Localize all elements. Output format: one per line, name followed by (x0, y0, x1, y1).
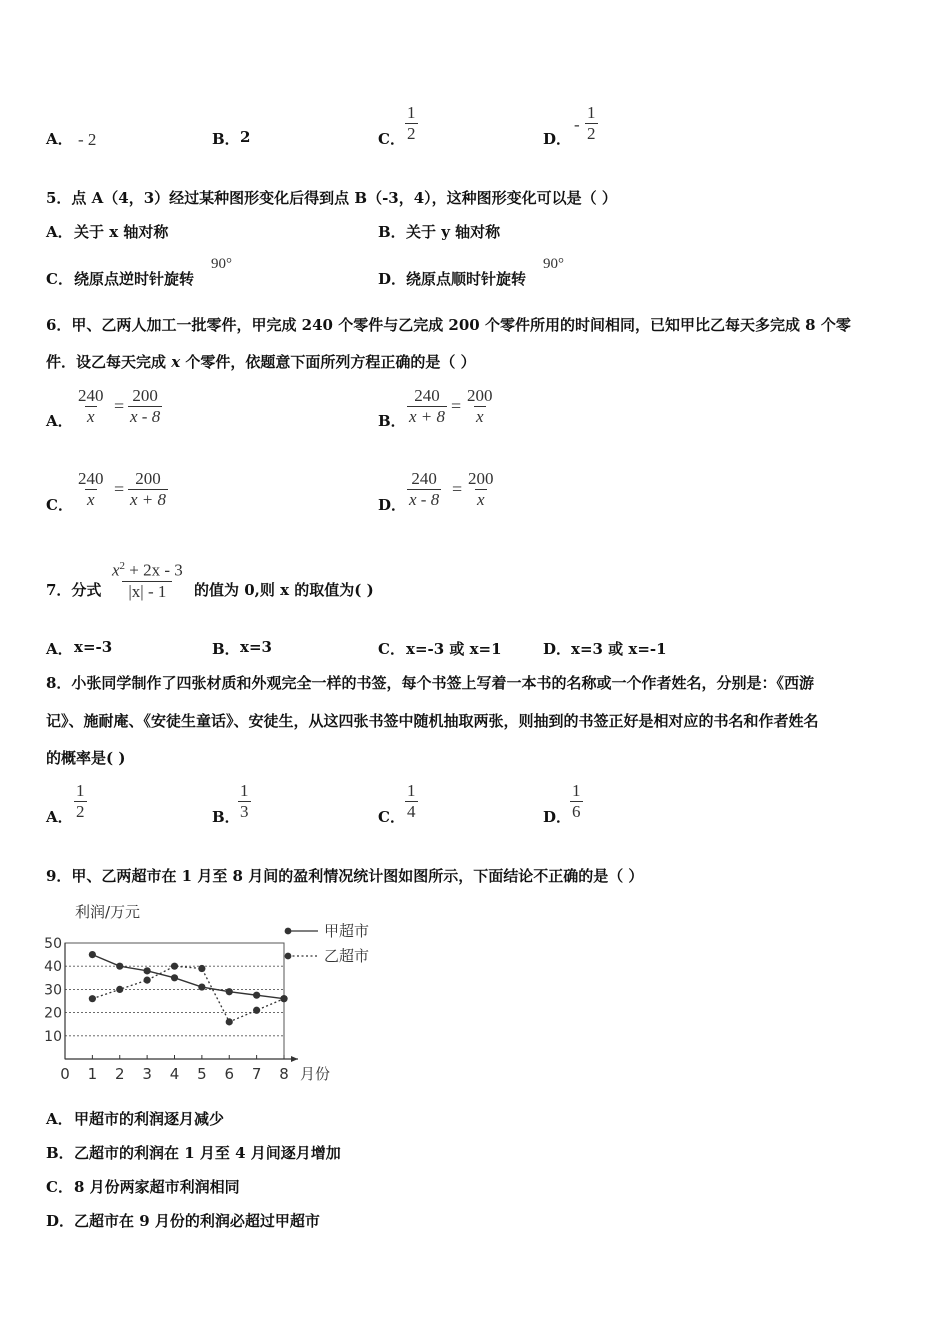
q6-stem-line2 (46, 351, 476, 372)
legend-label-yi: 乙超市 (324, 947, 370, 965)
series-point-yi-3 (144, 977, 151, 984)
y-tick-label-50: 50 (44, 936, 62, 952)
q9-option-b-label: B． (46, 1144, 74, 1162)
fraction-numerator: 200 (467, 386, 493, 405)
y-tick-label-40: 40 (44, 959, 62, 976)
q7-num-rest: + 2x - 3 (125, 560, 183, 580)
x-tick-label-8: 8 (279, 1065, 289, 1083)
series-point-yi-4 (171, 963, 178, 970)
q7-option-d-label: D． (543, 640, 572, 658)
fraction-numerator: 240 (78, 386, 104, 405)
q6-option-b-label: B． (378, 412, 406, 430)
x-tick-label-5: 5 (197, 1065, 207, 1083)
fraction-numerator: 1 (572, 781, 581, 800)
q5-stem: 5．点 A（4，3）经过某种图形变化后得到点 B（-3，4），这种图形变化可以是（ ） (46, 189, 617, 207)
fraction-numerator: 200 (132, 386, 158, 405)
series-point-jia-7 (253, 992, 260, 999)
q7-option-c-text: x=-3 或 x=1 (406, 640, 502, 658)
q5-option-b-label: B． (378, 223, 406, 241)
q6-option-d-right-fraction (466, 469, 496, 510)
x-axis-title: 月份 (300, 1065, 331, 1083)
fraction-denominator: x (475, 407, 484, 426)
q6-option-a-label: A． (46, 412, 73, 430)
fraction-numerator: 1 (76, 781, 85, 800)
fraction-numerator: 200 (468, 469, 494, 488)
q7-fraction (106, 556, 189, 602)
fraction-denominator: x (86, 407, 95, 426)
q4-option-b-value: 2 (240, 128, 251, 146)
q7-num-var: x (112, 560, 120, 580)
x-tick-label-2: 2 (114, 1065, 125, 1083)
q8-option-b-label: B． (212, 808, 240, 826)
x-tick-label-7: 7 (251, 1065, 262, 1083)
q6-option-c-right-fraction (128, 469, 168, 510)
fraction-numerator: 1 (407, 103, 416, 122)
series-point-yi-1 (89, 995, 96, 1002)
q7-option-a-label: A． (46, 640, 73, 658)
q8-option-c-fraction (405, 781, 418, 822)
fraction-denominator: 2 (76, 802, 85, 821)
fraction-denominator: 6 (572, 802, 581, 821)
q8-option-c-label: C． (378, 808, 405, 826)
q7-option-a-text: x=-3 (74, 638, 113, 656)
q4-option-d-fraction (585, 103, 598, 144)
q8-stem-line3: 的概率是( ) (46, 749, 126, 767)
y-tick-label-10: 10 (44, 1028, 62, 1045)
q6-stem-text-b: 个零件，依题意下面所列方程正确的是（ ） (180, 353, 476, 371)
fraction-numerator: 1 (240, 781, 249, 800)
series-point-jia-3 (144, 967, 151, 974)
q6-option-a-right-fraction (128, 386, 162, 427)
q9-option-c-label: C． (46, 1178, 73, 1196)
series-point-yi-8 (280, 995, 287, 1002)
chart-axes (65, 943, 298, 1062)
chart-grid (65, 943, 284, 1059)
q5-option-c-label: C． (46, 270, 73, 288)
q9-stem: 9．甲、乙两超市在 1 月至 8 月间的盈利情况统计图如图所示，下面结论不正确的是（ ） (46, 867, 644, 885)
fraction-numerator: 200 (135, 469, 161, 488)
fraction-numerator (106, 556, 189, 581)
q5-option-c-angle: 90° (211, 256, 232, 272)
q6-option-d-left-fraction (407, 469, 441, 510)
q5-option-b-text: 关于 y 轴对称 (406, 223, 501, 241)
q8-option-d-label: D． (543, 808, 572, 826)
fraction-denominator: x - 8 (409, 490, 440, 509)
plot-frame (65, 943, 284, 1059)
q6-option-a-left-fraction (76, 386, 106, 427)
q4-option-d-sign: - (574, 115, 580, 134)
q7-suffix: 的值为 0,则 x 的取值为( ) (194, 581, 374, 599)
y-axis-title: 利润/万元 (75, 903, 141, 921)
series-point-jia-4 (171, 974, 178, 981)
q4-option-b-label: B． (212, 130, 240, 148)
q7-option-b-label: B． (212, 640, 240, 658)
x-tick-label-6: 6 (224, 1065, 235, 1083)
q7-num-exponent: 2 (119, 560, 126, 572)
fraction-denominator: 4 (407, 802, 416, 821)
fraction-numerator: 1 (407, 781, 416, 800)
fraction-numerator: 240 (78, 469, 104, 488)
q4-option-a-value: - 2 (78, 130, 97, 149)
q4-option-d-label: D． (543, 130, 572, 148)
fraction-denominator: x + 8 (409, 407, 446, 426)
q6-stem-text-a: 件．设乙每天完成 (46, 353, 172, 371)
x-tick-label-4: 4 (169, 1065, 180, 1083)
equals-sign: = (114, 479, 125, 499)
q5-option-d-label: D． (378, 270, 407, 288)
q5-option-d-angle: 90° (543, 256, 564, 272)
q7-option-b-text: x=3 (240, 638, 272, 656)
y-tick-label-30: 30 (44, 982, 62, 999)
fraction-numerator: 240 (414, 386, 440, 405)
chart-labels (44, 903, 369, 1083)
fraction-denominator: 2 (407, 124, 416, 143)
x-tick-label-0: 0 (60, 1065, 70, 1083)
q5-option-a-label: A． (46, 223, 73, 241)
fraction-denominator: 2 (587, 124, 596, 143)
q4-option-c-fraction (405, 103, 418, 144)
fraction-denominator: x - 8 (130, 407, 161, 426)
q9-option-d-text: 乙超市在 9 月份的利润必超过甲超市 (74, 1212, 320, 1230)
series-point-jia-6 (226, 988, 233, 995)
q7-option-d-text: x=3 或 x=-1 (571, 640, 667, 658)
equals-sign: = (452, 479, 463, 499)
q5-option-d-text: 绕原点顺时针旋转 (406, 270, 527, 288)
profit-line-chart (40, 895, 400, 1090)
fraction-denominator: x (86, 490, 95, 509)
q4-option-a-label: A． (46, 130, 73, 148)
q6-stem-line1: 6．甲、乙两人加工一批零件，甲完成 240 个零件与乙完成 200 个零件所用的时间相同，已知甲比乙每天多完成 8 个零 (46, 316, 851, 334)
y-tick-label-20: 20 (44, 1005, 62, 1022)
fraction-numerator: 240 (411, 469, 437, 488)
fraction-denominator: |x| - 1 (122, 581, 172, 602)
series-point-jia-1 (89, 951, 96, 958)
q8-stem-line2: 记》、施耐庵、《安徒生童话》、安徒生，从这四张书签中随机抽取两张，则抽到的书签正好是相对应的书名和作者姓名 (46, 712, 819, 730)
x-tick-label-1: 1 (87, 1065, 98, 1083)
legend-label-jia: 甲超市 (324, 922, 370, 940)
fraction-denominator: x + 8 (130, 490, 167, 509)
q6-option-d-label: D． (378, 496, 407, 514)
fraction-denominator: x (476, 490, 485, 509)
x-tick-label-3: 3 (142, 1065, 152, 1083)
q6-stem-variable: x (171, 353, 181, 371)
q6-option-c-left-fraction (76, 469, 106, 510)
q8-stem-line1: 8．小张同学制作了四张材质和外观完全一样的书签，每个书签上写着一本书的名称或一个作者姓名，分别是：《西游 (46, 674, 814, 692)
q5-option-c-text: 绕原点逆时针旋转 (74, 270, 195, 288)
series-point-yi-2 (116, 986, 123, 993)
q6-option-c-label: C． (46, 496, 73, 514)
fraction-denominator: 3 (240, 802, 249, 821)
series-point-yi-6 (226, 1018, 233, 1025)
series-point-yi-5 (198, 965, 205, 972)
equals-sign: = (451, 396, 462, 416)
equals-sign: = (114, 396, 125, 416)
q9-option-a-text: 甲超市的利润逐月减少 (74, 1110, 225, 1128)
q9-option-d-label: D． (46, 1212, 75, 1230)
q4-option-c-label: C． (378, 130, 405, 148)
q9-option-b-text: 乙超市的利润在 1 月至 4 月间逐月增加 (74, 1144, 341, 1162)
x-axis-arrow (291, 1056, 298, 1062)
fraction-numerator: 1 (587, 103, 596, 122)
q5-option-a-text: 关于 x 轴对称 (74, 223, 169, 241)
q8-option-a-label: A． (46, 808, 73, 826)
q6-option-b-right-fraction (465, 386, 495, 427)
chart-series (89, 951, 288, 1025)
q7-option-c-label: C． (378, 640, 405, 658)
q8-option-b-fraction (238, 781, 251, 822)
q9-option-a-label: A． (46, 1110, 73, 1128)
q8-option-a-fraction (74, 781, 87, 822)
q9-option-c-text: 8 月份两家超市利润相同 (74, 1178, 240, 1196)
q6-option-b-left-fraction (407, 386, 447, 427)
q8-option-d-fraction (570, 781, 583, 822)
series-point-yi-7 (253, 1007, 260, 1014)
q7-prefix: 7．分式 (46, 581, 102, 599)
series-point-jia-2 (116, 963, 123, 970)
series-point-jia-5 (198, 983, 205, 990)
